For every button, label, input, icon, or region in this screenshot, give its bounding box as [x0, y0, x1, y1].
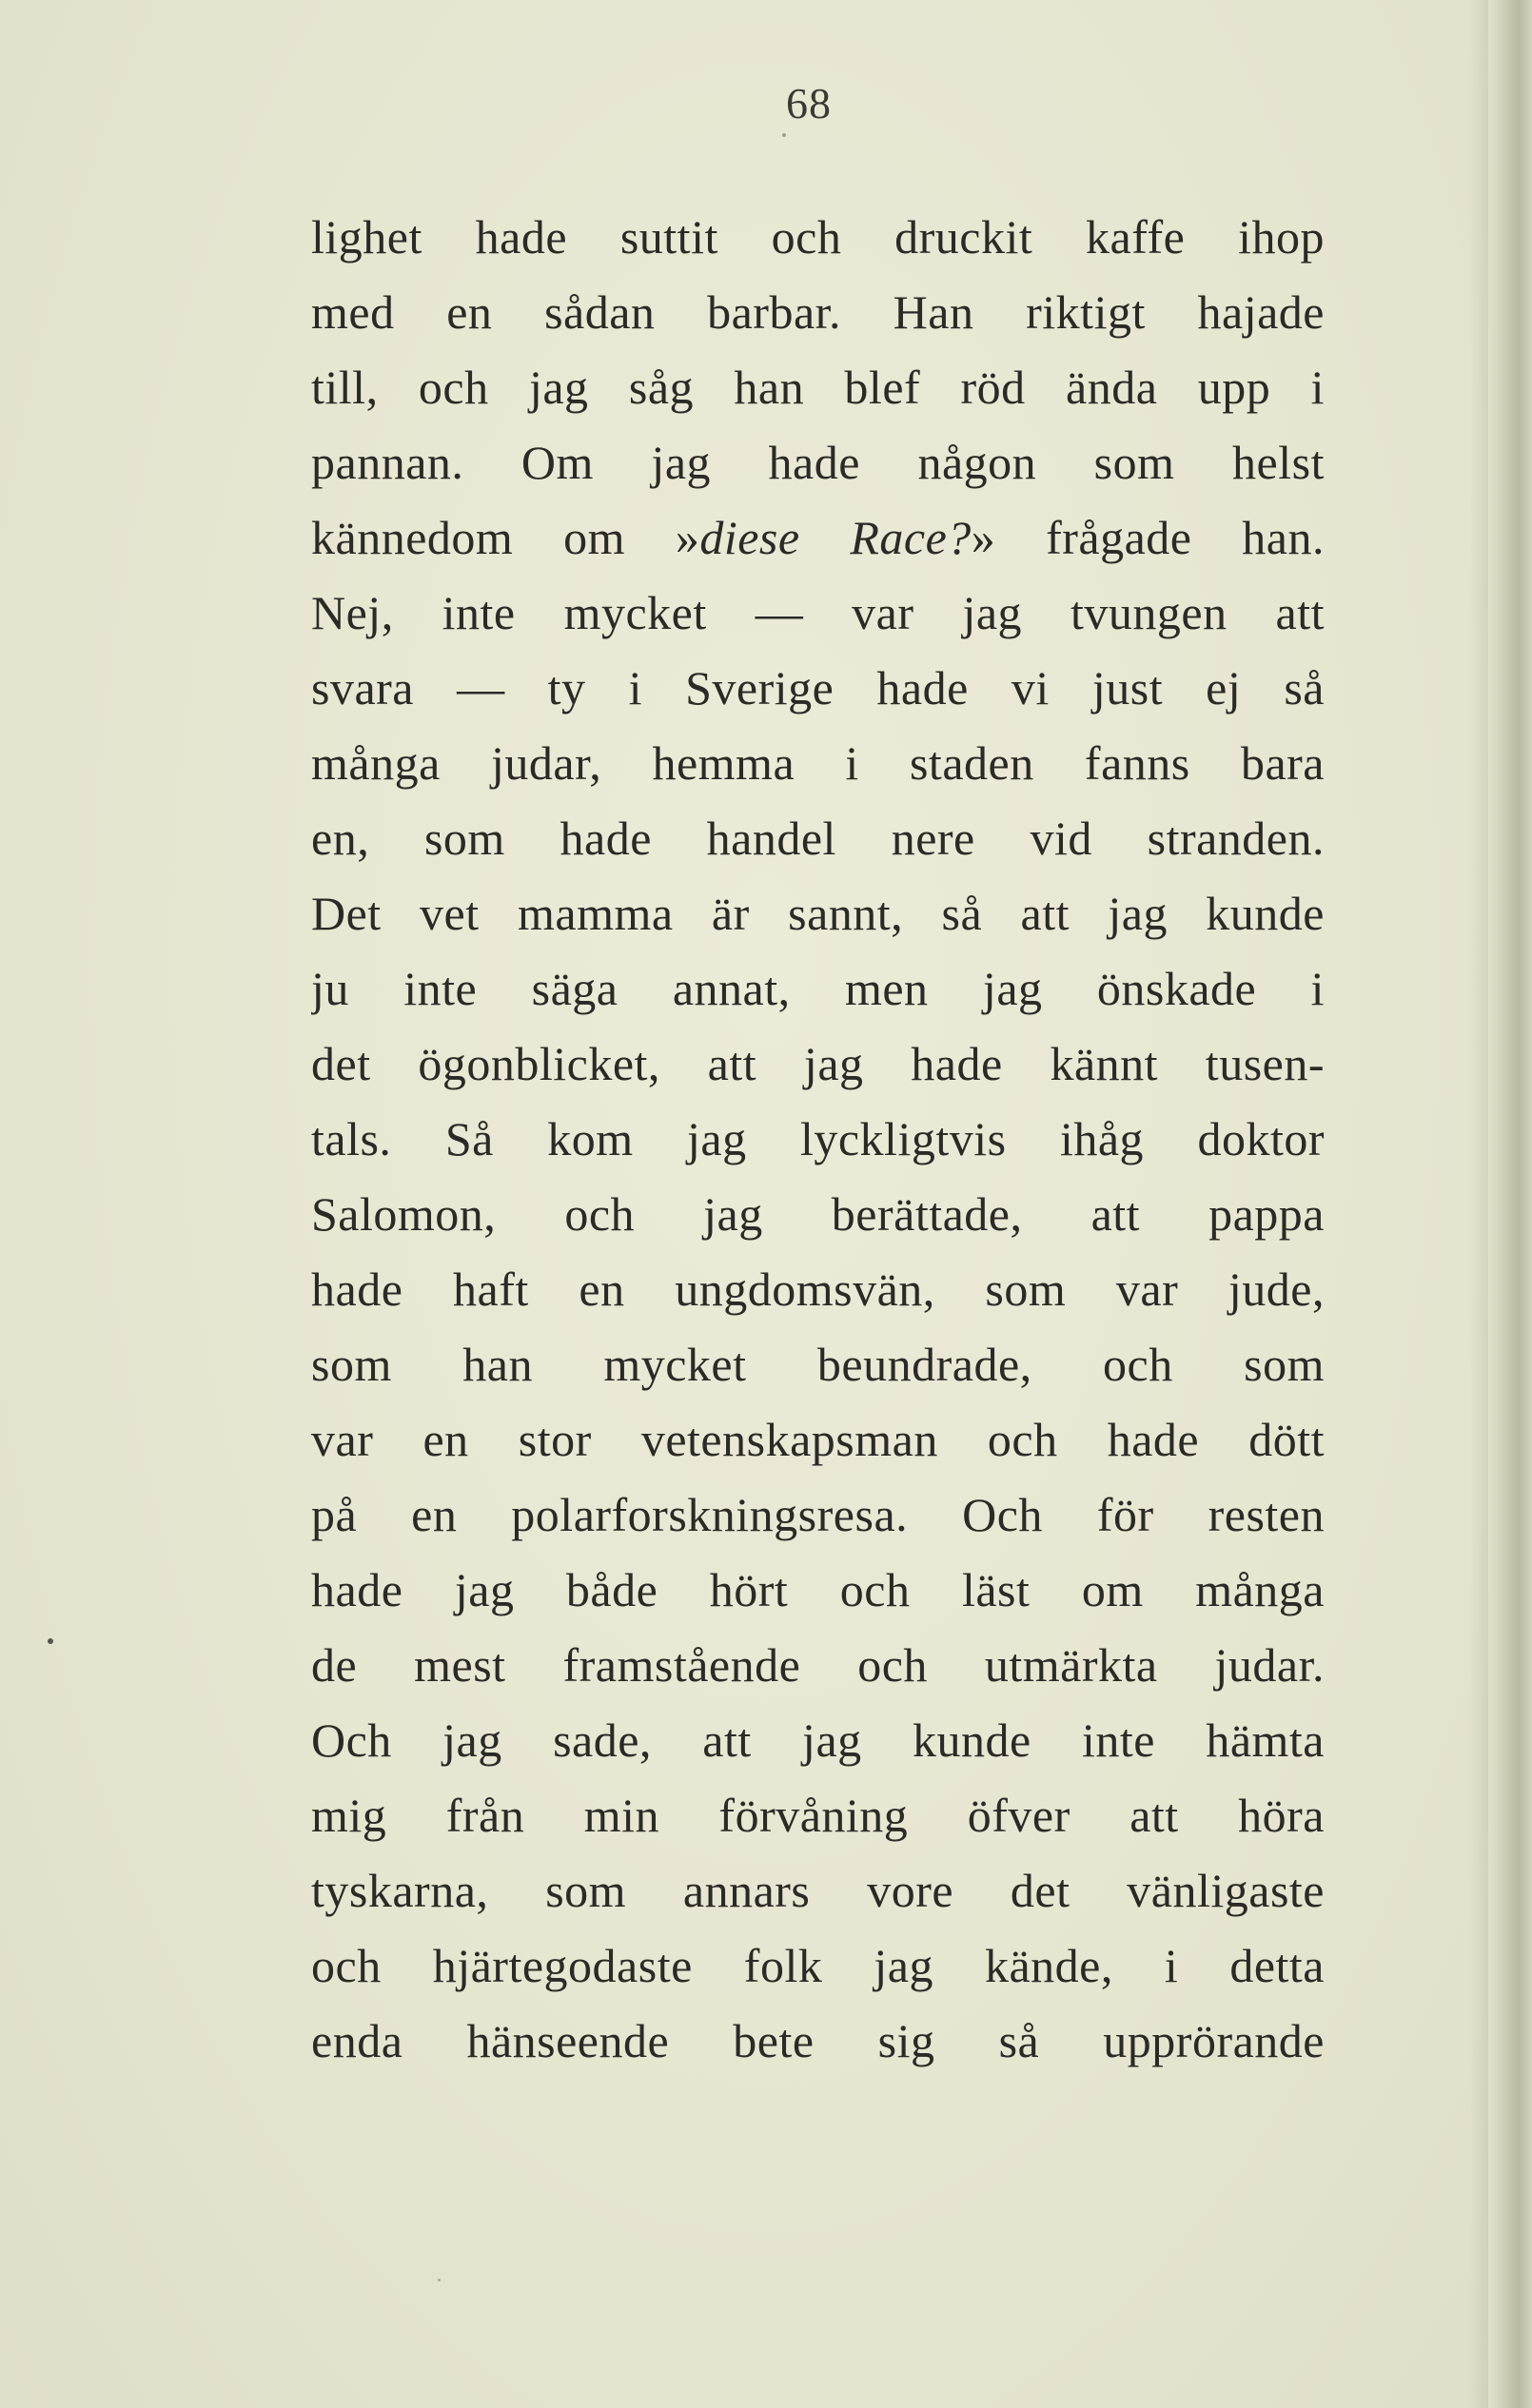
text-line-18: på en polarforskningsresa. Och för resten [311, 1488, 1325, 1541]
text-line-16: som han mycket beundrade, och som [311, 1338, 1325, 1391]
text-line-24: och hjärtegodaste folk jag kände, i detta [311, 1939, 1325, 1992]
text-line-6: Nej, inte mycket — var jag tvungen att [311, 586, 1325, 639]
text-line-14: Salomon, och jag berättade, att pappa [311, 1187, 1325, 1241]
text-line-20: de mest framstående och utmärkta judar. [311, 1638, 1325, 1692]
text-line-12: det ögonblicket, att jag hade kännt tusen- [311, 1037, 1325, 1090]
text-line-1: lighet hade suttit och druckit kaffe ihop [311, 210, 1325, 264]
paper-speck [48, 1638, 53, 1644]
paper-speck [782, 133, 786, 137]
text-line-19: hade jag både hört och läst om många [311, 1563, 1325, 1616]
text-line-3: till, och jag såg han blef röd ända upp i [311, 361, 1325, 414]
text-line-9: en, som hade handel nere vid stranden. [311, 812, 1325, 865]
text-line-22: mig från min förvåning öfver att höra [311, 1789, 1325, 1842]
quote-open: » [675, 511, 700, 564]
quote-close: » [971, 511, 996, 564]
text-line-11: ju inte säga annat, men jag önskade i [311, 962, 1325, 1015]
body-text [311, 200, 1325, 2079]
page-number: 68 [786, 79, 832, 127]
text-line-13: tals. Så kom jag lyckligtvis ihåg doktor [311, 1112, 1325, 1165]
text-line-23: tyskarna, som annars vore det vänligaste [311, 1864, 1325, 1917]
text-line-8: många judar, hemma i staden fanns bara [311, 736, 1325, 790]
page-gutter-shadow [1469, 0, 1488, 2408]
text-line-2: med en sådan barbar. Han riktigt hajade [311, 285, 1325, 339]
text-line-5-before: kännedom om [311, 511, 676, 564]
text-line-25: enda hänseende bete sig så upprörande [311, 2014, 1325, 2067]
text-line-17: var en stor vetenskapsman och hade dött [311, 1413, 1325, 1466]
text-line-15: hade haft en ungdomsvän, som var jude, [311, 1263, 1325, 1316]
text-line-4: pannan. Om jag hade någon som helst [311, 436, 1325, 489]
text-line-7: svara — ty i Sverige hade vi just ej så [311, 661, 1325, 715]
italic-phrase: diese Race? [699, 511, 972, 564]
book-spine-edge [1488, 0, 1532, 2408]
text-line-10: Det vet mamma är sannt, så att jag kunde [311, 887, 1325, 940]
text-line-21: Och jag sade, att jag kunde inte hämta [311, 1713, 1325, 1767]
text-line-5 [311, 500, 1325, 576]
text-line-5-after: frågade han. [995, 511, 1325, 564]
paper-speck [438, 2279, 441, 2281]
